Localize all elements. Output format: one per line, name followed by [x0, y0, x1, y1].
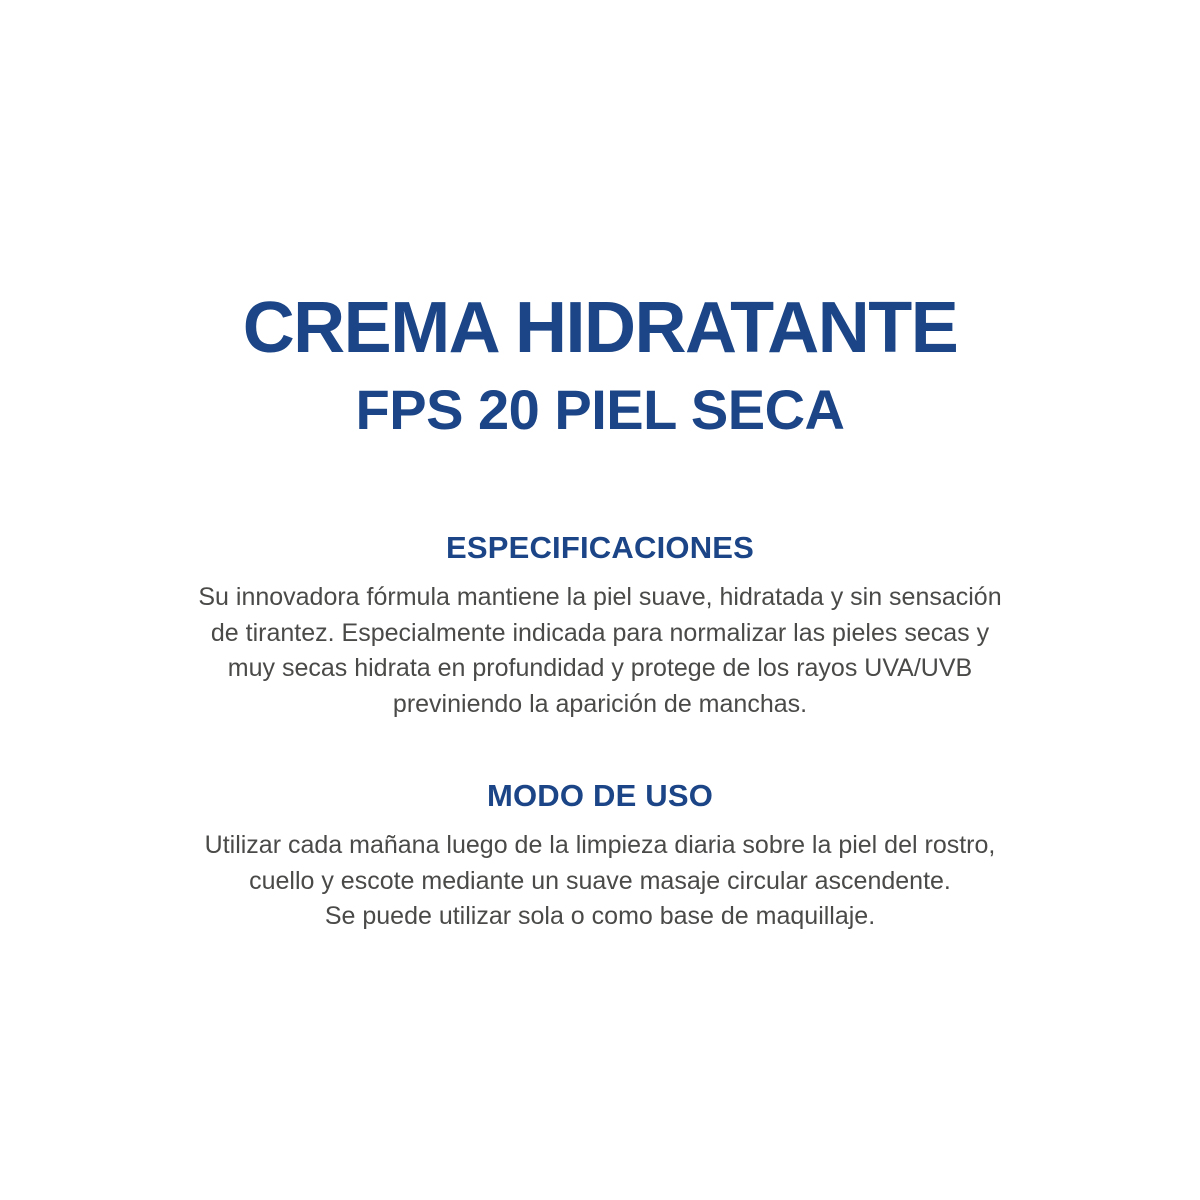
section-body-line: Su innovadora fórmula mantiene la piel suave, hidratada y sin sensación	[198, 583, 1002, 611]
section-body-line: previniendo la aparición de manchas.	[392, 689, 808, 718]
section-body-line: cuello y escote mediante un suave masaje circular ascendente.	[249, 866, 951, 895]
section-body-especificaciones	[170, 580, 1030, 722]
page-title: CREMA HIDRATANTE	[242, 288, 958, 368]
sections-container	[0, 530, 1200, 935]
section-heading-especificaciones: ESPECIFICACIONES	[445, 530, 755, 565]
page-subtitle: FPS 20 PIEL SECA	[355, 378, 845, 441]
section-body-line: Utilizar cada mañana luego de la limpieza diaria sobre la piel del rostro,	[204, 831, 996, 859]
section-body-line: muy secas hidrata en profundidad y protege de los rayos UVA/UVB	[227, 654, 973, 682]
section-body-line: Se puede utilizar sola o como base de maquillaje.	[324, 902, 876, 930]
section-body-line: de tirantez. Especialmente indicada para normalizar las pieles secas y	[210, 618, 990, 647]
section-modo-de-uso	[0, 778, 1200, 935]
section-especificaciones	[0, 530, 1200, 722]
section-body-modo-de-uso	[170, 828, 1030, 935]
section-heading-modo-de-uso: MODO DE USO	[486, 778, 714, 813]
title-block	[0, 288, 1200, 441]
